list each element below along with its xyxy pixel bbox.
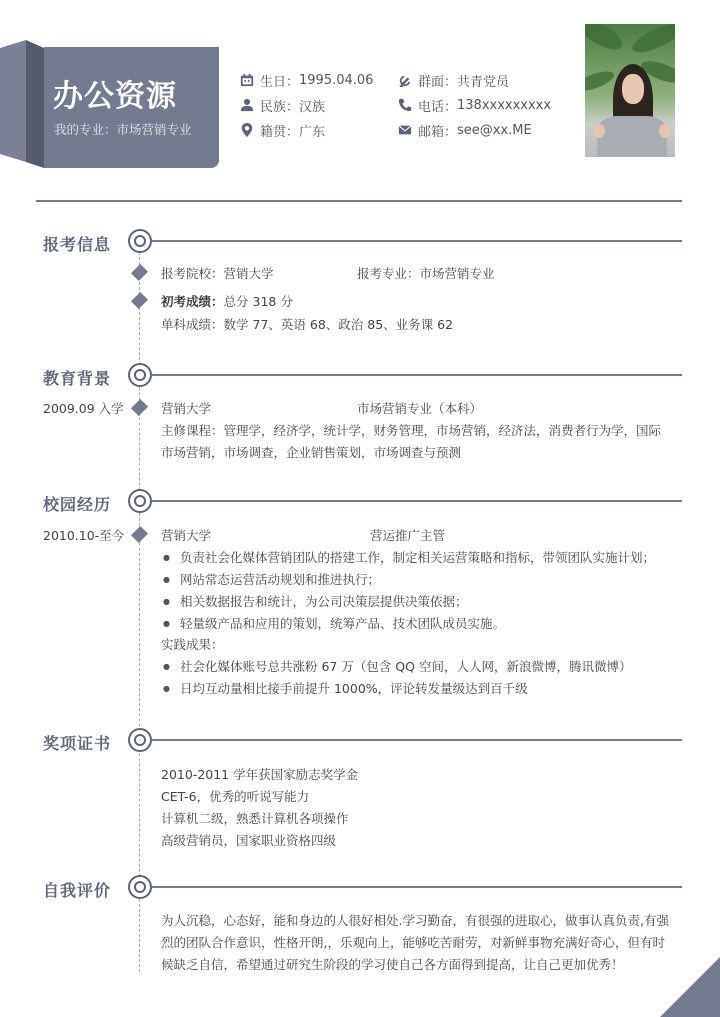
campus-results-label: 实践成果： (161, 637, 224, 652)
section-ring-icon (128, 489, 152, 513)
corner-triangle-decoration (660, 957, 720, 1017)
phone-value: 138xxxxxxxxx (457, 97, 552, 113)
resume-name: 办公资源 (53, 79, 177, 114)
section-line (152, 500, 682, 502)
self-eval-line: 候缺乏自信，希望通过研究生阶段的学习使自己各方面得到提高，让自己更加优秀！ (161, 957, 624, 972)
award-item: CET-6，优秀的听说写能力 (161, 789, 310, 804)
exam-school: 报考院校：营销大学 (161, 266, 274, 281)
section-title-self-eval: 自我评价 (43, 881, 112, 900)
education-major: 市场营销专业（本科） (357, 401, 483, 416)
section-ring-icon (128, 875, 152, 899)
calendar-icon (240, 73, 254, 87)
location-pin-icon (240, 123, 254, 137)
exam-score: 初考成绩：总分 318 分 (161, 294, 293, 309)
section-title-campus: 校园经历 (43, 495, 112, 514)
info-ethnicity (240, 96, 325, 114)
party-emblem-icon (398, 73, 412, 87)
diamond-bullet-icon (131, 399, 148, 416)
phone-icon (398, 98, 412, 112)
campus-duty: ● 网站常态运营活动规划和推进执行； (163, 570, 380, 588)
section-title-exam: 报考信息 (43, 235, 112, 254)
campus-duty: ● 轻量级产品和应用的策划，统筹产品、技术团队成员实施。 (163, 614, 505, 632)
award-item: 高级营销员，国家职业资格四级 (161, 833, 337, 848)
exam-subjects: 单科成绩：数学 77、英语 68、政治 85、业务课 62 (161, 317, 454, 332)
diamond-bullet-icon (131, 526, 148, 543)
hometown-label: 籍贯： (260, 124, 300, 140)
education-courses-1: 主修课程：管理学，经济学，统计学，财务管理，市场营销，经济法，消费者行为学，国际 (161, 423, 662, 438)
profile-photo (585, 24, 675, 157)
campus-org: 营销大学 (161, 528, 212, 543)
info-political (398, 71, 509, 89)
education-date: 2009.09 入学 (43, 401, 124, 416)
campus-result: ● 社会化媒体账号总共涨粉 67 万（包含 QQ 空间，人人网，新浪微博，腾讯微博） (163, 657, 631, 675)
exam-major: 报考专业：市场营销专业 (357, 266, 495, 281)
diamond-bullet-icon (131, 292, 148, 309)
info-email (398, 121, 532, 139)
section-ring-icon (128, 229, 152, 253)
email-value: see@xx.ME (457, 122, 532, 138)
info-hometown (240, 121, 325, 139)
campus-result: ● 日均互动量相比接手前提升 1000%，评论转发量级达到百千级 (163, 679, 528, 697)
major-subtitle: 我的专业：市场营销专业 (54, 122, 192, 137)
education-school: 营销大学 (161, 401, 212, 416)
section-title-awards: 奖项证书 (43, 734, 112, 753)
campus-role: 营运推广主管 (370, 528, 446, 543)
info-phone (398, 96, 551, 114)
self-eval-line: 烈的团队合作意识，性格开朗,，乐观向上，能够吃苦耐劳，对新鲜事物充满好奇心，但有时 (161, 935, 665, 950)
award-item: 2010-2011 学年获国家励志奖学金 (161, 767, 359, 782)
diamond-bullet-icon (131, 264, 148, 281)
section-line (152, 886, 682, 888)
phone-label: 电话： (418, 99, 458, 115)
ribbon-fold-shadow (26, 40, 44, 168)
section-line (152, 739, 682, 741)
ethnicity-value: 汉族 (299, 99, 326, 115)
timeline-dashed-line (139, 252, 140, 972)
campus-date: 2010.10-至今 (43, 528, 125, 543)
header-divider (36, 200, 682, 202)
section-ring-icon (128, 728, 152, 752)
person-icon (240, 98, 254, 112)
birthday-label: 生日： (260, 74, 300, 90)
envelope-icon (398, 123, 412, 137)
section-title-education: 教育背景 (43, 369, 112, 388)
political-value: 共青党员 (457, 74, 510, 90)
ethnicity-label: 民族： (260, 99, 300, 115)
self-eval-line: 为人沉稳，心态好，能和身边的人很好相处.学习勤奋，有很强的进取心，做事认真负责,有强 (161, 913, 669, 928)
section-line (152, 374, 682, 376)
ribbon-fold-left (0, 40, 26, 162)
birthday-value: 1995.04.06 (299, 72, 374, 88)
campus-duty: ● 负责社会化媒体营销团队的搭建工作，制定相关运营策略和指标，带领团队实施计划； (163, 548, 655, 566)
hometown-value: 广东 (299, 124, 326, 140)
political-label: 群面： (418, 74, 458, 90)
section-ring-icon (128, 363, 152, 387)
info-birthday (240, 71, 373, 89)
campus-duty: ● 相关数据报告和统计，为公司决策层提供决策依据； (163, 592, 468, 610)
award-item: 计算机二级，熟悉计算机各项操作 (161, 811, 349, 826)
education-courses-2: 市场营销，市场调查，企业销售策划，市场调查与预测 (161, 445, 462, 460)
section-line (152, 240, 682, 242)
email-label: 邮箱： (418, 124, 458, 140)
